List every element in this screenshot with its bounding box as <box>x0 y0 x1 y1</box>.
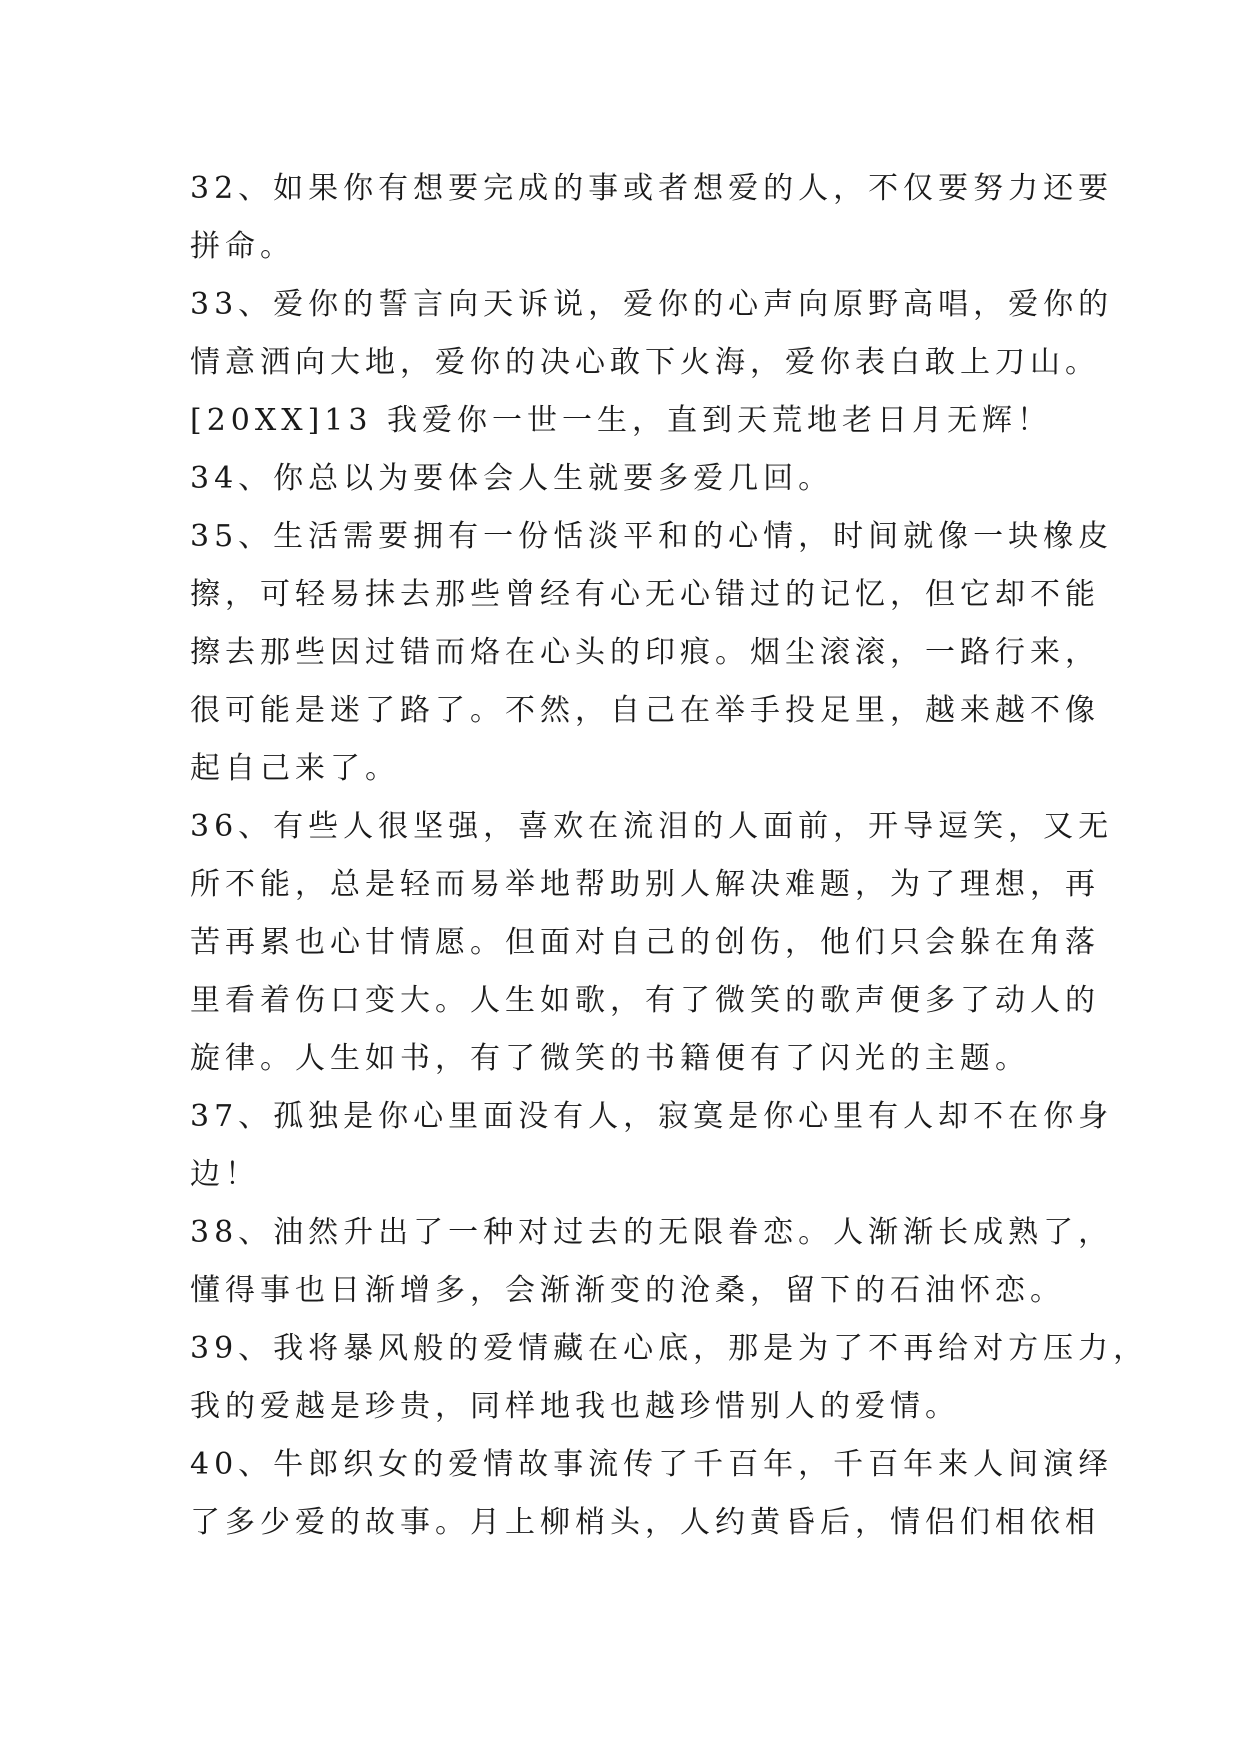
text-line: 33、爱你的誓言向天诉说，爱你的心声向原野高唱，爱你的 <box>190 287 1114 322</box>
text-line: 34、你总以为要体会人生就要多爱几回。 <box>190 461 834 496</box>
document-body <box>190 160 1149 1552</box>
text-line: 擦去那些因过错而烙在心头的印痕。烟尘滚滚，一路行来， <box>190 635 1100 670</box>
text-line: 擦，可轻易抹去那些曾经有心无心错过的记忆，但它却不能 <box>190 577 1100 612</box>
text-line: 38、油然升出了一种对过去的无限眷恋。人渐渐长成熟了， <box>190 1215 1114 1250</box>
text-line: 37、孤独是你心里面没有人，寂寞是你心里有人却不在你身 <box>190 1099 1114 1134</box>
text-line: [20XX]13 我爱你一世一生，直到天荒地老日月无辉！ <box>190 403 1053 438</box>
text-line: 36、有些人很坚强，喜欢在流泪的人面前，开导逗笑，又无 <box>190 809 1114 844</box>
text-line: 懂得事也日渐增多，会渐渐变的沧桑，留下的石油怀恋。 <box>190 1273 1065 1308</box>
text-line: 拼命。 <box>190 229 295 264</box>
text-line: 40、牛郎织女的爱情故事流传了千百年，千百年来人间演绎 <box>190 1447 1114 1482</box>
text-line: 了多少爱的故事。月上柳梢头，人约黄昏后，情侣们相依相 <box>190 1505 1100 1540</box>
text-line: 起自己来了。 <box>190 751 400 786</box>
text-line: 32、如果你有想要完成的事或者想爱的人，不仅要努力还要 <box>190 171 1114 206</box>
text-line: 39、我将暴风般的爱情藏在心底，那是为了不再给对方压力， <box>190 1331 1149 1366</box>
text-line: 35、生活需要拥有一份恬淡平和的心情，时间就像一块橡皮 <box>190 519 1114 554</box>
text-line: 里看着伤口变大。人生如歌，有了微笑的歌声便多了动人的 <box>190 983 1100 1018</box>
text-line: 旋律。人生如书，有了微笑的书籍便有了闪光的主题。 <box>190 1041 1030 1076</box>
text-line: 苦再累也心甘情愿。但面对自己的创伤，他们只会躲在角落 <box>190 925 1100 960</box>
text-line: 很可能是迷了路了。不然，自己在举手投足里，越来越不像 <box>190 693 1100 728</box>
text-line: 我的爱越是珍贵，同样地我也越珍惜别人的爱情。 <box>190 1389 960 1424</box>
text-line: 情意洒向大地，爱你的决心敢下火海，爱你表白敢上刀山。 <box>190 345 1100 380</box>
text-line: 所不能，总是轻而易举地帮助别人解决难题，为了理想，再 <box>190 867 1100 902</box>
text-line: 边！ <box>190 1157 260 1192</box>
